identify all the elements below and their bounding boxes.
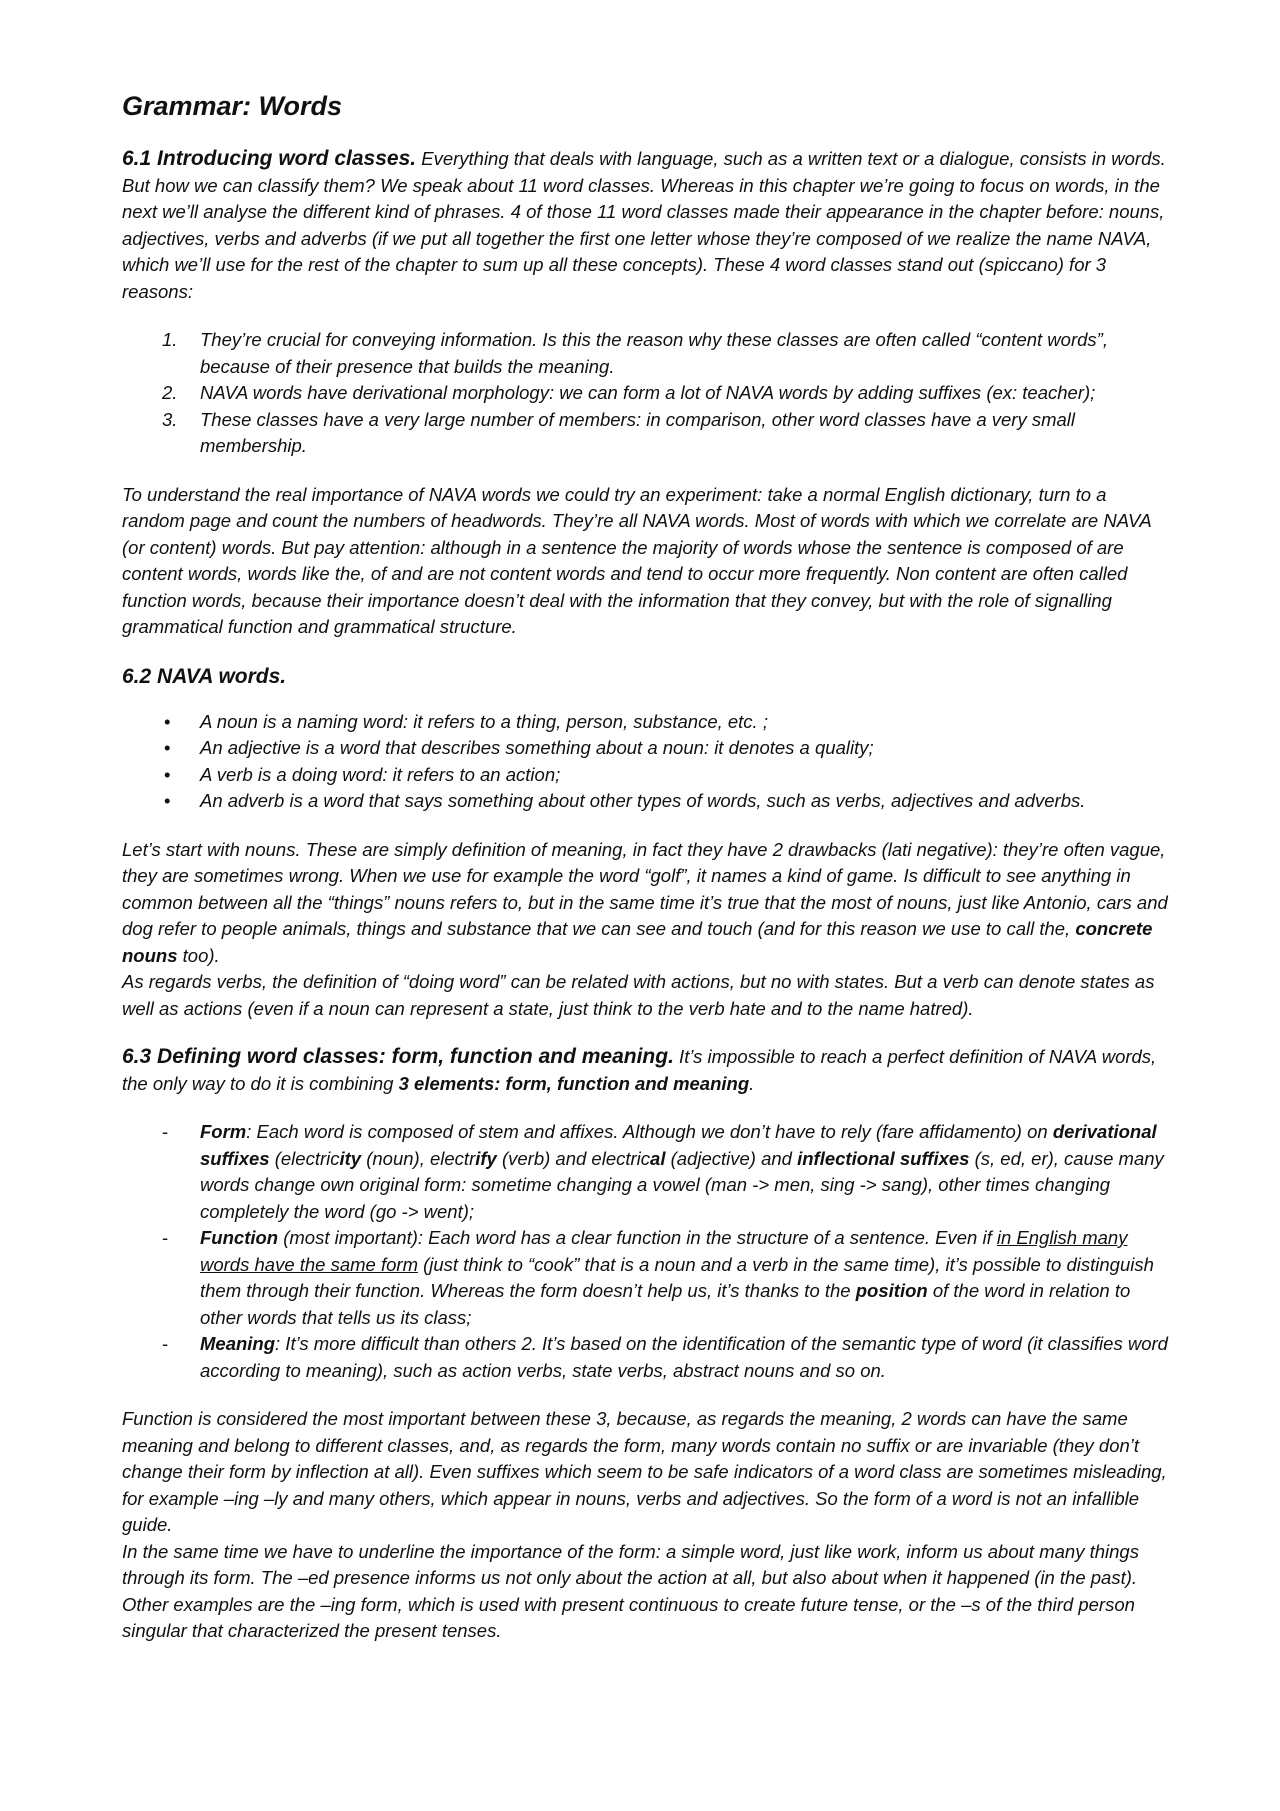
bullet-icon: • [164,763,171,785]
list-item-meaning: - Meaning: It’s more difficult than others 2. It’s based on the identification of the semantic type of word (it classifies word according to meaning), such as action verbs, state verbs, abstract nouns and so on. [162,1333,1168,1381]
bullet-icon: • [164,790,171,811]
section-6-2-heading: 6.2 NAVA words. [122,664,287,688]
list-item: 2. NAVA words have derivational morphology: we can form a lot of NAVA words by adding suffixes (ex: teacher); [162,382,1096,403]
list-item: 3. These classes have a very large number of members: in comparison, other word classes have a very small membership. [162,408,1076,456]
list-item: • An adjective is a word that describes something about a noun: it denotes a quality; [122,735,1168,762]
function-paragraph: Function is considered the most important between these 3, because, as regards the meaning, 2 words can have the same meaning and belong to different classes, and, as regards the form, many words contain no suffix or are invariable (they don’t change their form by inflection at all). Even suffixes which seem to be safe indicators of a word class are sometimes misleading, for example –ing –ly and many others, which appear in nouns, verbs and adjectives. So the form of a word is not an infallible guide. [122,1408,1167,1535]
section-6-1-heading: 6.1 Introducing word classes. [122,147,417,170]
bullet-icon: • [164,737,171,758]
verbs-paragraph: As regards verbs, the definition of “doing word” can be related with actions, but no with states. But a verb can denote states as well as actions (even if a noun can represent a state, just think to the verb hate and to the name hatred). [122,971,1155,1019]
nouns-paragraph: Let’s start with nouns. These are simply definition of meaning, in fact they have 2 drawbacks (lati negative): they’re often vague, they are sometimes wrong. When we use for example the word “golf”, it names a kind of game. Is difficult to see anything in common between all the “things” nouns refers to, but in the same time it’s true that the most of nouns, just like Antonio, cars and dog refer to people animals, things and substance that we can see and touch (and for this reason we use to call the, concrete nouns too). [122,838,1168,966]
form-importance-paragraph: In the same time we have to underline the importance of the form: a simple word, just like work, inform us about many things through its form. The –ed presence informs us not only about the action at all, but also about when it happened (in the past). Other examples are the –ing form, which is used with present continuous to create future tense, or the –s of the third person singular that characterized the present tenses. [122,1540,1139,1641]
section-6-3-intro: 6.3 Defining word classes: form, function and meaning. It’s impossible to reach a perfect definition of NAVA words, the only way to do it is combining 3 elements: form, function and meaning. [122,1045,1157,1094]
section-6-3-heading: 6.3 Defining word classes: form, function and meaning. [122,1045,674,1068]
list-item: • A verb is a doing word: it refers to an action; [122,762,1168,789]
list-item: • An adverb is a word that says something about other types of words, such as verbs, adjectives and adverbs. [122,788,1168,815]
reasons-list [122,327,1168,460]
list-item-function: - Function (most important): Each word has a clear function in the structure of a sentence. Even if in English many words have the same form (just think to “cook” that is a noun and a verb in the same time), it’s possible to distinguish them through their function. Whereas the form doesn’t help us, it’s thanks to the position of the word in relation to other words that tells us its class; [162,1227,1154,1328]
list-item-form: - Form: Each word is composed of stem and affixes. Although we don’t have to rely (fare affidamento) on derivational suffixes (electricity (noun), electrify (verb) and electrical (adjective) and inflectional suffixes (s, ed, er), cause many words change own original form: sometime changing a vowel (man -> men, sing -> sang), other times changing completely the word (go -> went); [162,1121,1164,1222]
criteria-list [122,1119,1168,1384]
section-6-1-paragraph: To understand the real importance of NAVA words we could try an experiment: take a normal English dictionary, turn to a random page and count the numbers of headwords. They’re all NAVA words. Most of words with which we correlate are NAVA (or content) words. But pay attention: although in a sentence the majority of words whose the sentence is composed of are content words, words like the, of and are not content words and tend to occur more frequently. Non content are often called function words, because their importance doesn’t deal with the information that they convey, but with the role of signalling grammatical function and grammatical structure. [122,483,1151,637]
bullet-icon: • [164,710,171,732]
section-6-1-intro: 6.1 Introducing word classes. Everything that deals with language, such as a written text or a dialogue, consists in words. But how we can classify them? We speak about 11 word classes. Whereas in this chapter we’re going to focus on words, in the next we’ll analyse the different kind of phrases. 4 of those 11 word classes made their appearance in the chapter before: nouns, adjectives, verbs and adverbs (if we put all together the first one letter whose they’re composed of we realize the name NAVA, which we’ll use for the rest of the chapter to sum up all these concepts). These 4 word classes stand out (spiccano) for 3 reasons: [122,147,1166,302]
list-item: • A noun is a naming word: it refers to a thing, person, substance, etc. ; [122,709,1168,736]
nava-definitions-list [122,709,1168,815]
list-item: 1. They’re crucial for conveying information. Is this the reason why these classes are often called “content words”, because of their presence that builds the meaning. [162,329,1108,377]
page-title: Grammar: Words [122,91,343,121]
